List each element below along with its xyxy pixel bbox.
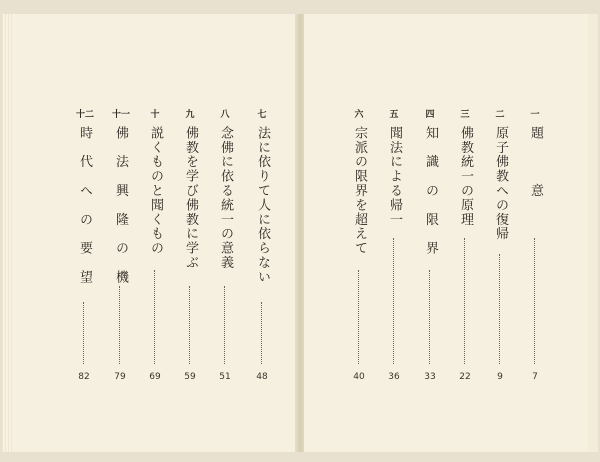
- dot-leader: [224, 286, 225, 364]
- page-number: 82: [78, 372, 90, 382]
- chapter-number: 十: [150, 110, 160, 120]
- dot-leader: [534, 238, 535, 364]
- page-number: 48: [256, 372, 268, 382]
- chapter-number: 十一: [112, 110, 131, 120]
- dot-leader: [189, 286, 190, 364]
- page-number: 7: [532, 372, 538, 382]
- dot-leader: [464, 238, 465, 364]
- chapter-number: 一: [530, 110, 540, 120]
- left-page: [12, 14, 297, 452]
- toc-entry-2: [492, 110, 508, 390]
- chapter-number: 四: [425, 110, 435, 120]
- toc-entry-4: [422, 110, 438, 390]
- chapter-title: 知 識 の 限 界: [423, 126, 438, 256]
- page-number: 51: [219, 372, 231, 382]
- dot-leader: [261, 302, 262, 364]
- toc-entry-8: [217, 110, 233, 390]
- page-number: 40: [353, 372, 365, 382]
- chapter-title: 念佛に依る統一の意義: [218, 126, 233, 270]
- dot-leader: [499, 254, 500, 364]
- chapter-title: 佛教統一の原理: [458, 126, 473, 227]
- toc-entry-3: [457, 110, 473, 390]
- chapter-number: 十二: [76, 110, 95, 120]
- toc-entry-9: [182, 110, 198, 390]
- chapter-title: 原子佛教への復帰: [493, 126, 508, 242]
- page-number: 9: [497, 372, 503, 382]
- dot-leader: [358, 270, 359, 364]
- chapter-number: 九: [185, 110, 195, 120]
- toc-entry-11: [112, 110, 131, 390]
- chapter-number: 三: [460, 110, 470, 120]
- right-page: [304, 14, 588, 452]
- page-number: 36: [388, 372, 400, 382]
- chapter-number: 六: [354, 110, 364, 120]
- page-number: 22: [459, 372, 471, 382]
- toc-entry-12: [76, 110, 95, 390]
- page-number: 33: [424, 372, 436, 382]
- chapter-title: 説くものと聞くもの: [148, 126, 163, 256]
- dot-leader: [119, 286, 120, 364]
- page-number: 69: [149, 372, 161, 382]
- page-number: 79: [114, 372, 126, 382]
- chapter-title: 法に依りて人に依らない: [255, 126, 270, 285]
- chapter-title: 時 代 へ の 要 望: [77, 126, 92, 285]
- toc-entry-6: [351, 110, 367, 390]
- toc-entry-1: [527, 110, 543, 390]
- dot-leader: [429, 270, 430, 364]
- dot-leader: [83, 302, 84, 364]
- toc-entry-5: [386, 110, 402, 390]
- chapter-number: 八: [220, 110, 230, 120]
- chapter-title: 佛 法 興 隆 の 機: [113, 126, 128, 285]
- open-book: [2, 14, 598, 452]
- chapter-title: 佛教を学び佛教に学ぶ: [183, 126, 198, 270]
- toc-entry-7: [254, 110, 270, 390]
- toc-entry-10: [147, 110, 163, 390]
- chapter-title: 題 意: [528, 126, 543, 198]
- chapter-title: 聞法による帰一: [387, 126, 402, 227]
- chapter-title: 宗派の限界を超えて: [352, 126, 367, 256]
- dot-leader: [154, 270, 155, 364]
- chapter-number: 七: [257, 110, 267, 120]
- page-number: 59: [184, 372, 196, 382]
- chapter-number: 二: [495, 110, 505, 120]
- chapter-number: 五: [389, 110, 399, 120]
- dot-leader: [393, 238, 394, 364]
